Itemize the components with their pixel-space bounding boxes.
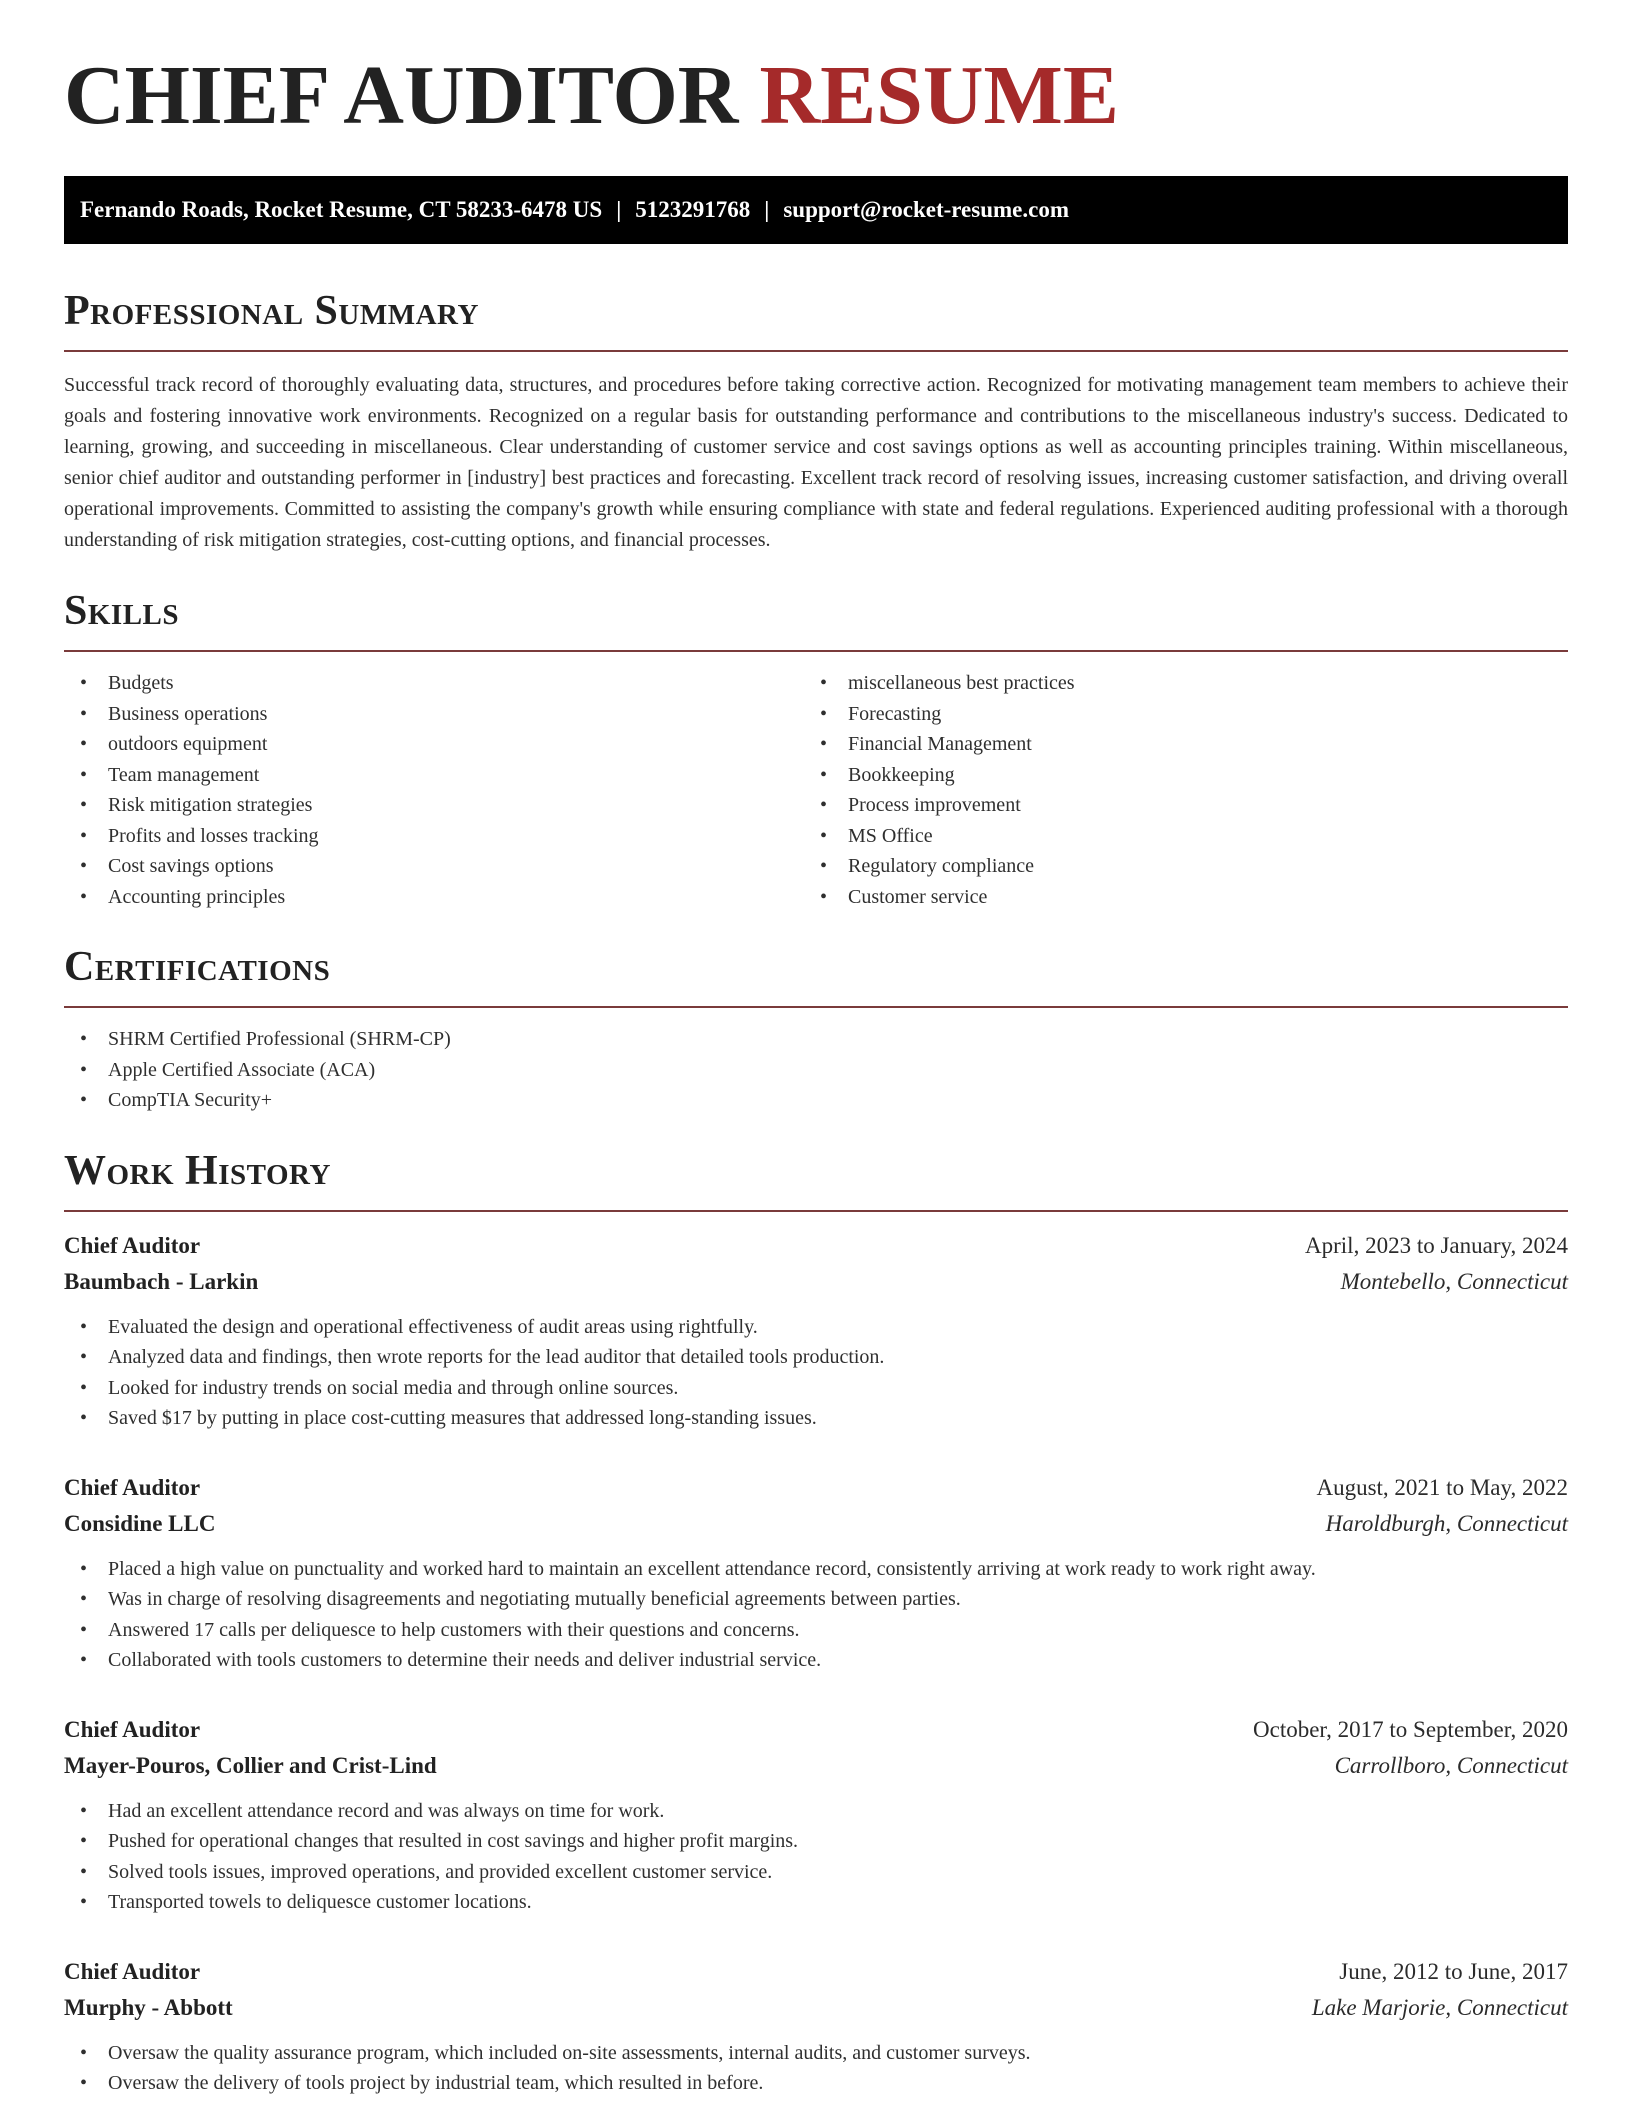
skill-item: • Accounting principles: [64, 882, 804, 913]
job-subheader: [64, 1990, 1568, 2026]
skills-column-left: [64, 668, 804, 912]
job-dates: August, 2021 to May, 2022: [1316, 1474, 1568, 1500]
job-subheader: [64, 1264, 1568, 1300]
skill-item: • Financial Management: [804, 729, 1544, 760]
job-header: [64, 1954, 1568, 1990]
job-entry: [64, 1228, 1568, 1434]
skill-item: • Regulatory compliance: [804, 851, 1544, 882]
skill-item: • Budgets: [64, 668, 804, 699]
skill-item: • Forecasting: [804, 699, 1544, 730]
job-duty-item: • Was in charge of resolving disagreements and negotiating mutually beneficial agreements between parties.: [64, 1584, 1568, 1615]
job-dates: April, 2023 to January, 2024: [1305, 1232, 1568, 1258]
job-duties: [64, 2038, 1568, 2099]
skills-column-right: [804, 668, 1544, 912]
skill-item: • Business operations: [64, 699, 804, 730]
job-duty-item: • Had an excellent attendance record and was always on time for work.: [64, 1796, 1568, 1827]
skill-item: • Profits and losses tracking: [64, 821, 804, 852]
section-divider: [64, 650, 1568, 652]
job-title: Chief Auditor: [64, 1232, 201, 1258]
job-dates: June, 2012 to June, 2017: [1339, 1958, 1568, 1984]
skill-item: • Process improvement: [804, 790, 1544, 821]
job-duty-item: • Pushed for operational changes that resulted in cost savings and higher profit margins.: [64, 1826, 1568, 1857]
section-divider: [64, 350, 1568, 352]
job-location: Montebello, Connecticut: [1340, 1268, 1568, 1294]
job-company: Murphy - Abbott: [64, 1994, 233, 2020]
job-entry: [64, 1954, 1568, 2099]
certification-item: • CompTIA Security+: [64, 1085, 1568, 1116]
job-title: Chief Auditor: [64, 1474, 201, 1500]
contact-separator: |: [764, 197, 770, 222]
skill-item: • MS Office: [804, 821, 1544, 852]
certification-item: • SHRM Certified Professional (SHRM-CP): [64, 1024, 1568, 1055]
skill-item: • outdoors equipment: [64, 729, 804, 760]
job-header: [64, 1712, 1568, 1748]
job-duties: [64, 1312, 1568, 1434]
resume-title: [64, 0, 1568, 140]
contact-email[interactable]: support@rocket-resume.com: [783, 197, 1069, 222]
skill-item: • Risk mitigation strategies: [64, 790, 804, 821]
job-subheader: [64, 1506, 1568, 1542]
resume-content: [64, 0, 1568, 2099]
job-duty-item: • Evaluated the design and operational effectiveness of audit areas using rightfully.: [64, 1312, 1568, 1343]
job-duty-item: • Answered 17 calls per deliquesce to help customers with their questions and concerns.: [64, 1615, 1568, 1646]
job-entry: [64, 1470, 1568, 1676]
job-duty-item: • Collaborated with tools customers to determine their needs and deliver industrial service.: [64, 1645, 1568, 1676]
certification-item: • Apple Certified Associate (ACA): [64, 1055, 1568, 1086]
section-divider: [64, 1210, 1568, 1212]
work-history-section: [64, 1146, 1568, 2099]
contact-bar: [64, 176, 1568, 244]
job-duty-item: • Analyzed data and findings, then wrote reports for the lead auditor that detailed tools production.: [64, 1342, 1568, 1373]
title-accent: RESUME: [759, 49, 1119, 142]
job-duties: [64, 1796, 1568, 1918]
certifications-heading: Certifications: [64, 944, 331, 990]
job-title: Chief Auditor: [64, 1716, 201, 1742]
certifications-section: [64, 942, 1568, 1116]
job-duty-item: • Transported towels to deliquesce customer locations.: [64, 1887, 1568, 1918]
skill-item: • Team management: [64, 760, 804, 791]
job-company: Baumbach - Larkin: [64, 1268, 259, 1294]
skills-section: [64, 586, 1568, 912]
job-header: [64, 1470, 1568, 1506]
summary-section: [64, 286, 1568, 556]
work-history-heading: Work History: [64, 1147, 331, 1194]
job-location: Lake Marjorie, Connecticut: [1311, 1994, 1568, 2020]
skill-item: • Cost savings options: [64, 851, 804, 882]
skills-list: [64, 668, 1568, 912]
skill-item: • miscellaneous best practices: [804, 668, 1544, 699]
job-company: Mayer-Pouros, Collier and Crist-Lind: [64, 1752, 437, 1778]
contact-separator: |: [616, 197, 622, 222]
contact-phone[interactable]: 5123291768: [635, 197, 751, 222]
job-duty-item: • Oversaw the quality assurance program, which included on-site assessments, internal audits, and customer surveys.: [64, 2038, 1568, 2069]
job-company: Considine LLC: [64, 1510, 216, 1536]
job-subheader: [64, 1748, 1568, 1784]
job-duty-item: • Placed a high value on punctuality and worked hard to maintain an excellent attendance record, consistently arriving at work ready to work right away.: [64, 1554, 1568, 1585]
section-divider: [64, 1006, 1568, 1008]
job-duty-item: • Saved $17 by putting in place cost-cutting measures that addressed long-standing issues.: [64, 1403, 1568, 1434]
job-duty-item: • Looked for industry trends on social media and through online sources.: [64, 1373, 1568, 1404]
skills-heading: Skills: [64, 588, 180, 634]
summary-text: Successful track record of thoroughly evaluating data, structures, and procedures before taking corrective action. Recognized for motivating management team members to achieve their goals and fostering innovative work environments. Recognized on a regular basis for outstanding performance and contributions to the miscellaneous industry's success. Dedicated to learning, growing, and succeeding in miscellaneous. Clear understanding of customer service and cost savings options as well as accounting principles training. Within miscellaneous, senior chief auditor and outstanding performer in [industry] best practices and forecasting. Excellent track record of resolving issues, increasing customer satisfaction, and driving overall operational improvements. Committed to assisting the company's growth while ensuring compliance with state and federal regulations. Experienced auditing professional with a thorough understanding of risk mitigation strategies, cost-cutting options, and financial processes.: [64, 374, 1568, 551]
summary-heading: Professional Summary: [64, 288, 479, 334]
job-duties: [64, 1554, 1568, 1676]
job-header: [64, 1228, 1568, 1264]
job-location: Carrollboro, Connecticut: [1334, 1752, 1568, 1778]
job-duty-item: • Oversaw the delivery of tools project by industrial team, which resulted in before.: [64, 2068, 1568, 2099]
job-entry: [64, 1712, 1568, 1918]
job-title: Chief Auditor: [64, 1958, 201, 1984]
skill-item: • Bookkeeping: [804, 760, 1544, 791]
job-duty-item: • Solved tools issues, improved operations, and provided excellent customer service.: [64, 1857, 1568, 1888]
title-main: CHIEF AUDITOR: [64, 49, 739, 142]
contact-address: Fernando Roads, Rocket Resume, CT 58233-6478 US: [80, 197, 603, 222]
job-location: Haroldburgh, Connecticut: [1325, 1510, 1568, 1536]
certifications-list: [64, 1024, 1568, 1116]
job-dates: October, 2017 to September, 2020: [1253, 1716, 1568, 1742]
skill-item: • Customer service: [804, 882, 1544, 913]
